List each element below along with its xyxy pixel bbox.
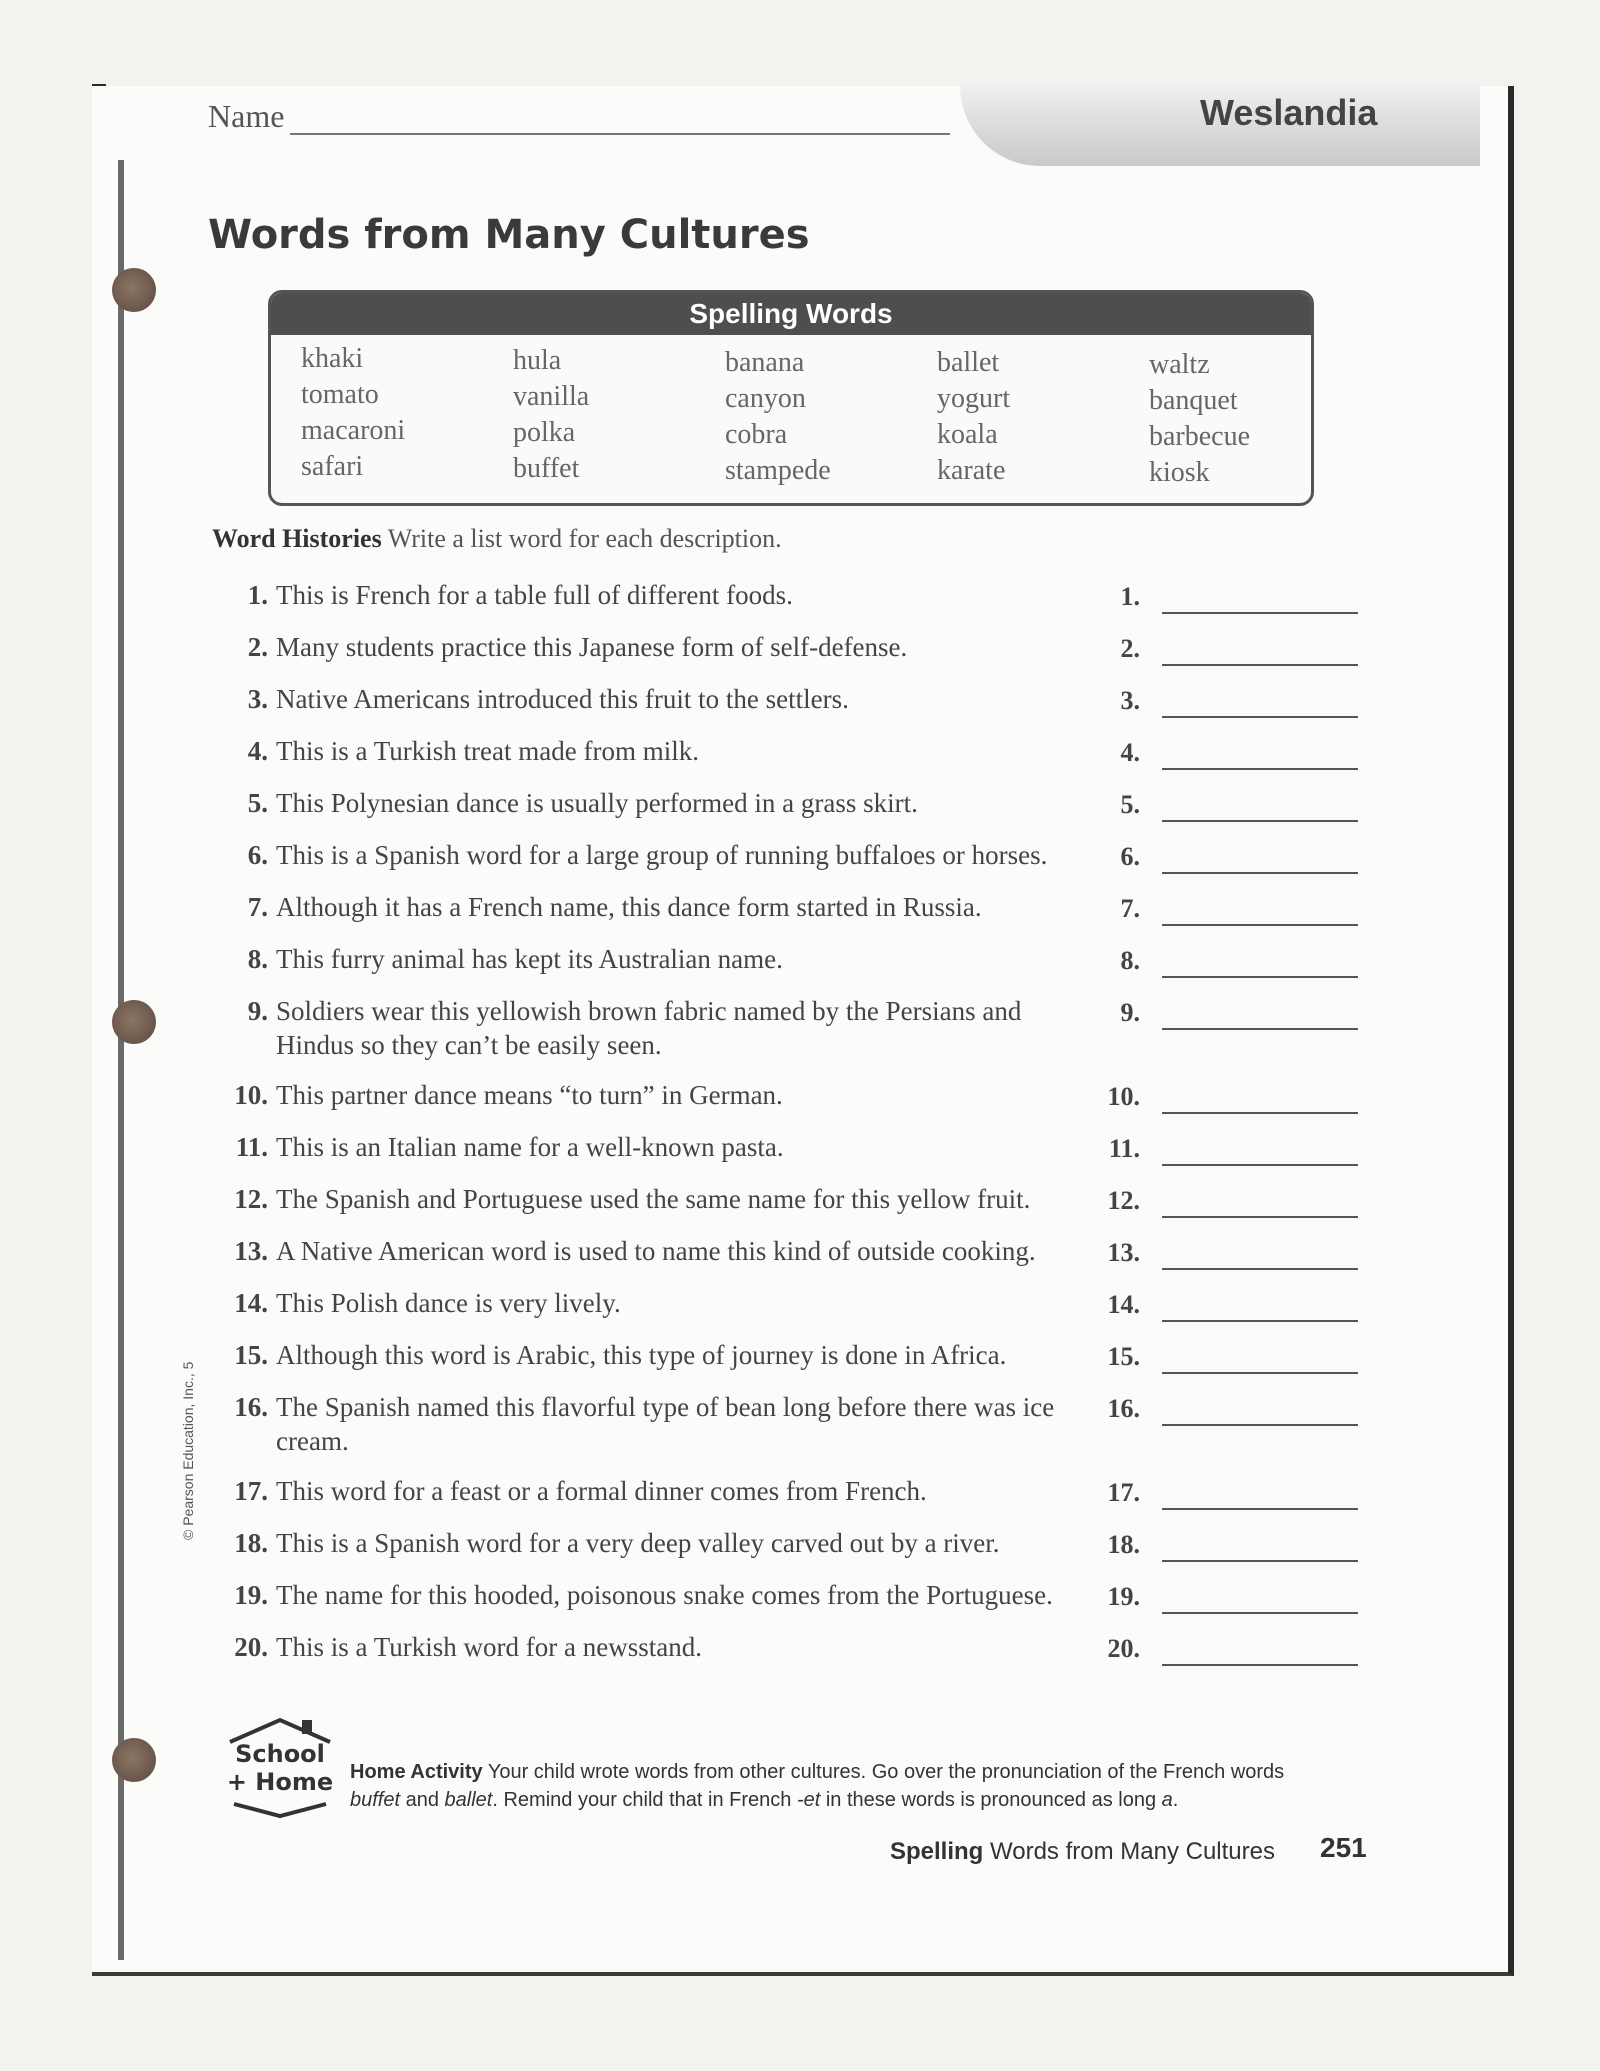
question-number: 17. bbox=[234, 1476, 268, 1506]
question-item bbox=[232, 734, 1112, 768]
binder-spine bbox=[118, 160, 124, 1960]
spelling-word: cobra bbox=[725, 419, 788, 450]
answer-number: 7. bbox=[1120, 894, 1140, 923]
question-item bbox=[232, 1390, 1112, 1458]
question-number: 19. bbox=[234, 1580, 268, 1610]
answer-number: 6. bbox=[1120, 842, 1140, 871]
spelling-word: banana bbox=[725, 347, 805, 378]
question-item bbox=[232, 994, 1112, 1062]
question-text: Soldiers wear this yellowish brown fabric named by the Persians and Hindus so they can’t be easily seen. bbox=[276, 996, 1022, 1060]
copyright-notice: © Pearson Education, Inc., 5 bbox=[180, 1361, 196, 1540]
answer-line[interactable] bbox=[1162, 1372, 1358, 1374]
question-item bbox=[232, 1182, 1112, 1216]
answer-line[interactable] bbox=[1162, 612, 1358, 614]
question-number: 7. bbox=[247, 892, 268, 922]
question-item bbox=[232, 890, 1112, 924]
instructions-label: Word Histories bbox=[212, 524, 382, 553]
answer-line[interactable] bbox=[1162, 1560, 1358, 1562]
question-item bbox=[232, 630, 1112, 664]
answer-line[interactable] bbox=[1162, 1216, 1358, 1218]
answer-slot bbox=[1100, 842, 1360, 876]
spelling-word: canyon bbox=[725, 383, 806, 414]
question-number: 11. bbox=[235, 1132, 268, 1162]
instructions-text: Write a list word for each description. bbox=[387, 524, 782, 553]
logo-home-text: + Home bbox=[226, 1768, 334, 1796]
home-activity-text: and bbox=[405, 1789, 439, 1811]
question-text: This is an Italian name for a well-known pasta. bbox=[276, 1132, 784, 1162]
answer-line[interactable] bbox=[1162, 1664, 1358, 1666]
question-item bbox=[232, 1234, 1112, 1268]
answer-slot bbox=[1100, 686, 1360, 720]
answer-line[interactable] bbox=[1162, 716, 1358, 718]
answer-slot bbox=[1100, 946, 1360, 980]
answer-line[interactable] bbox=[1162, 976, 1358, 978]
answer-line[interactable] bbox=[1162, 1320, 1358, 1322]
answer-slot bbox=[1100, 1186, 1360, 1220]
question-number: 4. bbox=[247, 736, 268, 766]
answer-line[interactable] bbox=[1162, 1028, 1358, 1030]
spelling-word: vanilla bbox=[513, 381, 590, 412]
page-number: 251 bbox=[1320, 1832, 1367, 1863]
word-column bbox=[1149, 347, 1250, 491]
answer-number: 12. bbox=[1107, 1186, 1140, 1215]
answer-number: 14. bbox=[1107, 1290, 1140, 1319]
question-item bbox=[232, 786, 1112, 820]
answer-line[interactable] bbox=[1162, 664, 1358, 666]
spelling-word: polka bbox=[513, 417, 576, 448]
answer-number: 5. bbox=[1120, 790, 1140, 819]
question-text: The Spanish named this flavorful type of bean long before there was ice cream. bbox=[276, 1392, 1055, 1456]
question-text: Native Americans introduced this fruit to the settlers. bbox=[276, 684, 849, 714]
spelling-words-box bbox=[268, 290, 1314, 506]
question-number: 14. bbox=[234, 1288, 268, 1318]
question-text: This Polynesian dance is usually performed in a grass skirt. bbox=[276, 788, 918, 818]
answer-number: 16. bbox=[1107, 1394, 1140, 1423]
school-home-logo bbox=[220, 1712, 340, 1822]
word-column bbox=[725, 345, 831, 489]
question-text: Although this word is Arabic, this type of journey is done in Africa. bbox=[276, 1340, 1007, 1370]
question-item bbox=[232, 1526, 1112, 1560]
question-number: 6. bbox=[247, 840, 268, 870]
answer-line[interactable] bbox=[1162, 1612, 1358, 1614]
question-number: 1. bbox=[247, 580, 268, 610]
question-text: The name for this hooded, poisonous snake comes from the Portuguese. bbox=[276, 1580, 1053, 1610]
question-item bbox=[232, 1578, 1112, 1612]
question-item bbox=[232, 578, 1112, 612]
spelling-word: barbecue bbox=[1149, 421, 1251, 452]
question-item bbox=[232, 942, 1112, 976]
spelling-word: banquet bbox=[1149, 385, 1238, 416]
answer-number: 1. bbox=[1120, 582, 1140, 611]
answer-line[interactable] bbox=[1162, 820, 1358, 822]
question-text: This furry animal has kept its Australian name. bbox=[276, 944, 783, 974]
spelling-word: macaroni bbox=[301, 415, 406, 446]
question-item bbox=[232, 1130, 1112, 1164]
home-activity-text: Your child wrote words from other cultures. Go over the pronunciation of the French words bbox=[487, 1761, 1285, 1783]
answer-slot bbox=[1100, 1478, 1360, 1512]
home-activity-text: . Remind your child that in French bbox=[492, 1789, 792, 1811]
answer-number: 10. bbox=[1107, 1082, 1140, 1111]
answer-number: 11. bbox=[1108, 1134, 1140, 1163]
punch-hole bbox=[112, 1000, 156, 1044]
answer-line[interactable] bbox=[1162, 1164, 1358, 1166]
spelling-word: karate bbox=[937, 455, 1006, 486]
name-field[interactable] bbox=[290, 133, 950, 135]
answer-slot bbox=[1100, 790, 1360, 824]
spelling-word: kiosk bbox=[1149, 457, 1210, 488]
answer-slot bbox=[1100, 1342, 1360, 1376]
word-column bbox=[301, 341, 405, 485]
answer-slot bbox=[1100, 1582, 1360, 1616]
answer-slot bbox=[1100, 894, 1360, 928]
spelling-word: safari bbox=[301, 451, 364, 482]
question-number: 10. bbox=[234, 1080, 268, 1110]
question-text: This is a Turkish treat made from milk. bbox=[276, 736, 699, 766]
question-number: 2. bbox=[247, 632, 268, 662]
home-activity-label: Home Activity bbox=[350, 1761, 483, 1783]
question-text: This is a Spanish word for a very deep valley carved out by a river. bbox=[276, 1528, 1000, 1558]
answer-slot bbox=[1100, 1082, 1360, 1116]
footer-topic: Words from Many Cultures bbox=[990, 1838, 1275, 1865]
answer-number: 15. bbox=[1107, 1342, 1140, 1371]
answer-number: 4. bbox=[1120, 738, 1140, 767]
question-item bbox=[232, 1474, 1112, 1508]
answer-slot bbox=[1100, 582, 1360, 616]
spelling-word: hula bbox=[513, 345, 562, 376]
question-text: This is French for a table full of different foods. bbox=[276, 580, 793, 610]
answer-line[interactable] bbox=[1162, 1268, 1358, 1270]
question-text: Although it has a French name, this dance form started in Russia. bbox=[276, 892, 982, 922]
punch-hole bbox=[112, 1738, 156, 1782]
answer-number: 20. bbox=[1107, 1634, 1140, 1663]
page-title: Words from Many Cultures bbox=[208, 212, 810, 258]
home-activity-word: ballet bbox=[444, 1789, 493, 1811]
answer-line[interactable] bbox=[1162, 768, 1358, 770]
spelling-words-heading: Spelling Words bbox=[271, 293, 1311, 335]
answer-slot bbox=[1100, 1394, 1360, 1428]
home-activity-vowel: a bbox=[1161, 1789, 1173, 1811]
home-activity-text: . bbox=[1172, 1789, 1179, 1811]
spelling-word: buffet bbox=[513, 453, 580, 484]
question-item bbox=[232, 1338, 1112, 1372]
question-number: 5. bbox=[247, 788, 268, 818]
question-number: 15. bbox=[234, 1340, 268, 1370]
answer-line[interactable] bbox=[1162, 1424, 1358, 1426]
question-number: 3. bbox=[247, 684, 268, 714]
answer-slot bbox=[1100, 998, 1360, 1032]
question-text: This is a Spanish word for a large group of running buffaloes or horses. bbox=[276, 840, 1048, 870]
answer-number: 2. bbox=[1120, 634, 1140, 663]
question-number: 16. bbox=[234, 1392, 268, 1422]
word-column bbox=[513, 343, 589, 487]
answer-line[interactable] bbox=[1162, 924, 1358, 926]
answer-slot bbox=[1100, 1634, 1360, 1668]
name-label: Name bbox=[208, 98, 285, 134]
question-item bbox=[232, 682, 1112, 716]
spelling-word: tomato bbox=[301, 379, 379, 410]
home-activity-word: buffet bbox=[350, 1789, 401, 1811]
logo-school-text: School bbox=[235, 1740, 325, 1768]
question-item bbox=[232, 1286, 1112, 1320]
story-title: Weslandia bbox=[1200, 92, 1378, 133]
answer-line[interactable] bbox=[1162, 872, 1358, 874]
spelling-word: waltz bbox=[1149, 349, 1210, 380]
question-number: 20. bbox=[234, 1632, 268, 1662]
instructions bbox=[212, 524, 782, 554]
punch-hole bbox=[112, 268, 156, 312]
question-text: This is a Turkish word for a newsstand. bbox=[276, 1632, 702, 1662]
answer-number: 13. bbox=[1107, 1238, 1140, 1267]
answer-number: 18. bbox=[1107, 1530, 1140, 1559]
home-activity-text: in these words is pronounced as long bbox=[825, 1789, 1157, 1811]
home-activity-suffix: -et bbox=[796, 1789, 821, 1811]
spelling-word: khaki bbox=[301, 343, 364, 374]
question-number: 12. bbox=[234, 1184, 268, 1214]
answer-line[interactable] bbox=[1162, 1508, 1358, 1510]
answer-number: 19. bbox=[1107, 1582, 1140, 1611]
answer-number: 3. bbox=[1120, 686, 1140, 715]
answer-slot bbox=[1100, 1238, 1360, 1272]
answer-number: 8. bbox=[1120, 946, 1140, 975]
spelling-word: ballet bbox=[937, 347, 1000, 378]
question-text: A Native American word is used to name this kind of outside cooking. bbox=[276, 1236, 1036, 1266]
footer-subject: Spelling bbox=[890, 1838, 984, 1865]
question-text: The Spanish and Portuguese used the same name for this yellow fruit. bbox=[276, 1184, 1031, 1214]
question-text: This Polish dance is very lively. bbox=[276, 1288, 621, 1318]
question-item bbox=[232, 838, 1112, 872]
question-number: 13. bbox=[234, 1236, 268, 1266]
spelling-word: koala bbox=[937, 419, 998, 450]
answer-slot bbox=[1100, 738, 1360, 772]
answer-slot bbox=[1100, 1290, 1360, 1324]
answer-number: 17. bbox=[1107, 1478, 1140, 1507]
question-number: 8. bbox=[247, 944, 268, 974]
answer-slot bbox=[1100, 1530, 1360, 1564]
question-item bbox=[232, 1078, 1112, 1112]
word-column bbox=[937, 345, 1010, 489]
question-text: This word for a feast or a formal dinner comes from French. bbox=[276, 1476, 927, 1506]
question-text: This partner dance means “to turn” in German. bbox=[276, 1080, 783, 1110]
question-text: Many students practice this Japanese form of self-defense. bbox=[276, 632, 908, 662]
spelling-word: stampede bbox=[725, 455, 831, 486]
question-number: 9. bbox=[247, 996, 268, 1026]
answer-slot bbox=[1100, 634, 1360, 668]
answer-slot bbox=[1100, 1134, 1360, 1168]
answer-number: 9. bbox=[1120, 998, 1140, 1027]
page-footer bbox=[890, 1838, 1275, 1866]
question-number: 18. bbox=[234, 1528, 268, 1558]
answer-line[interactable] bbox=[1162, 1112, 1358, 1114]
spelling-word: yogurt bbox=[937, 383, 1011, 414]
home-activity-note bbox=[350, 1758, 1310, 1814]
question-item bbox=[232, 1630, 1112, 1664]
